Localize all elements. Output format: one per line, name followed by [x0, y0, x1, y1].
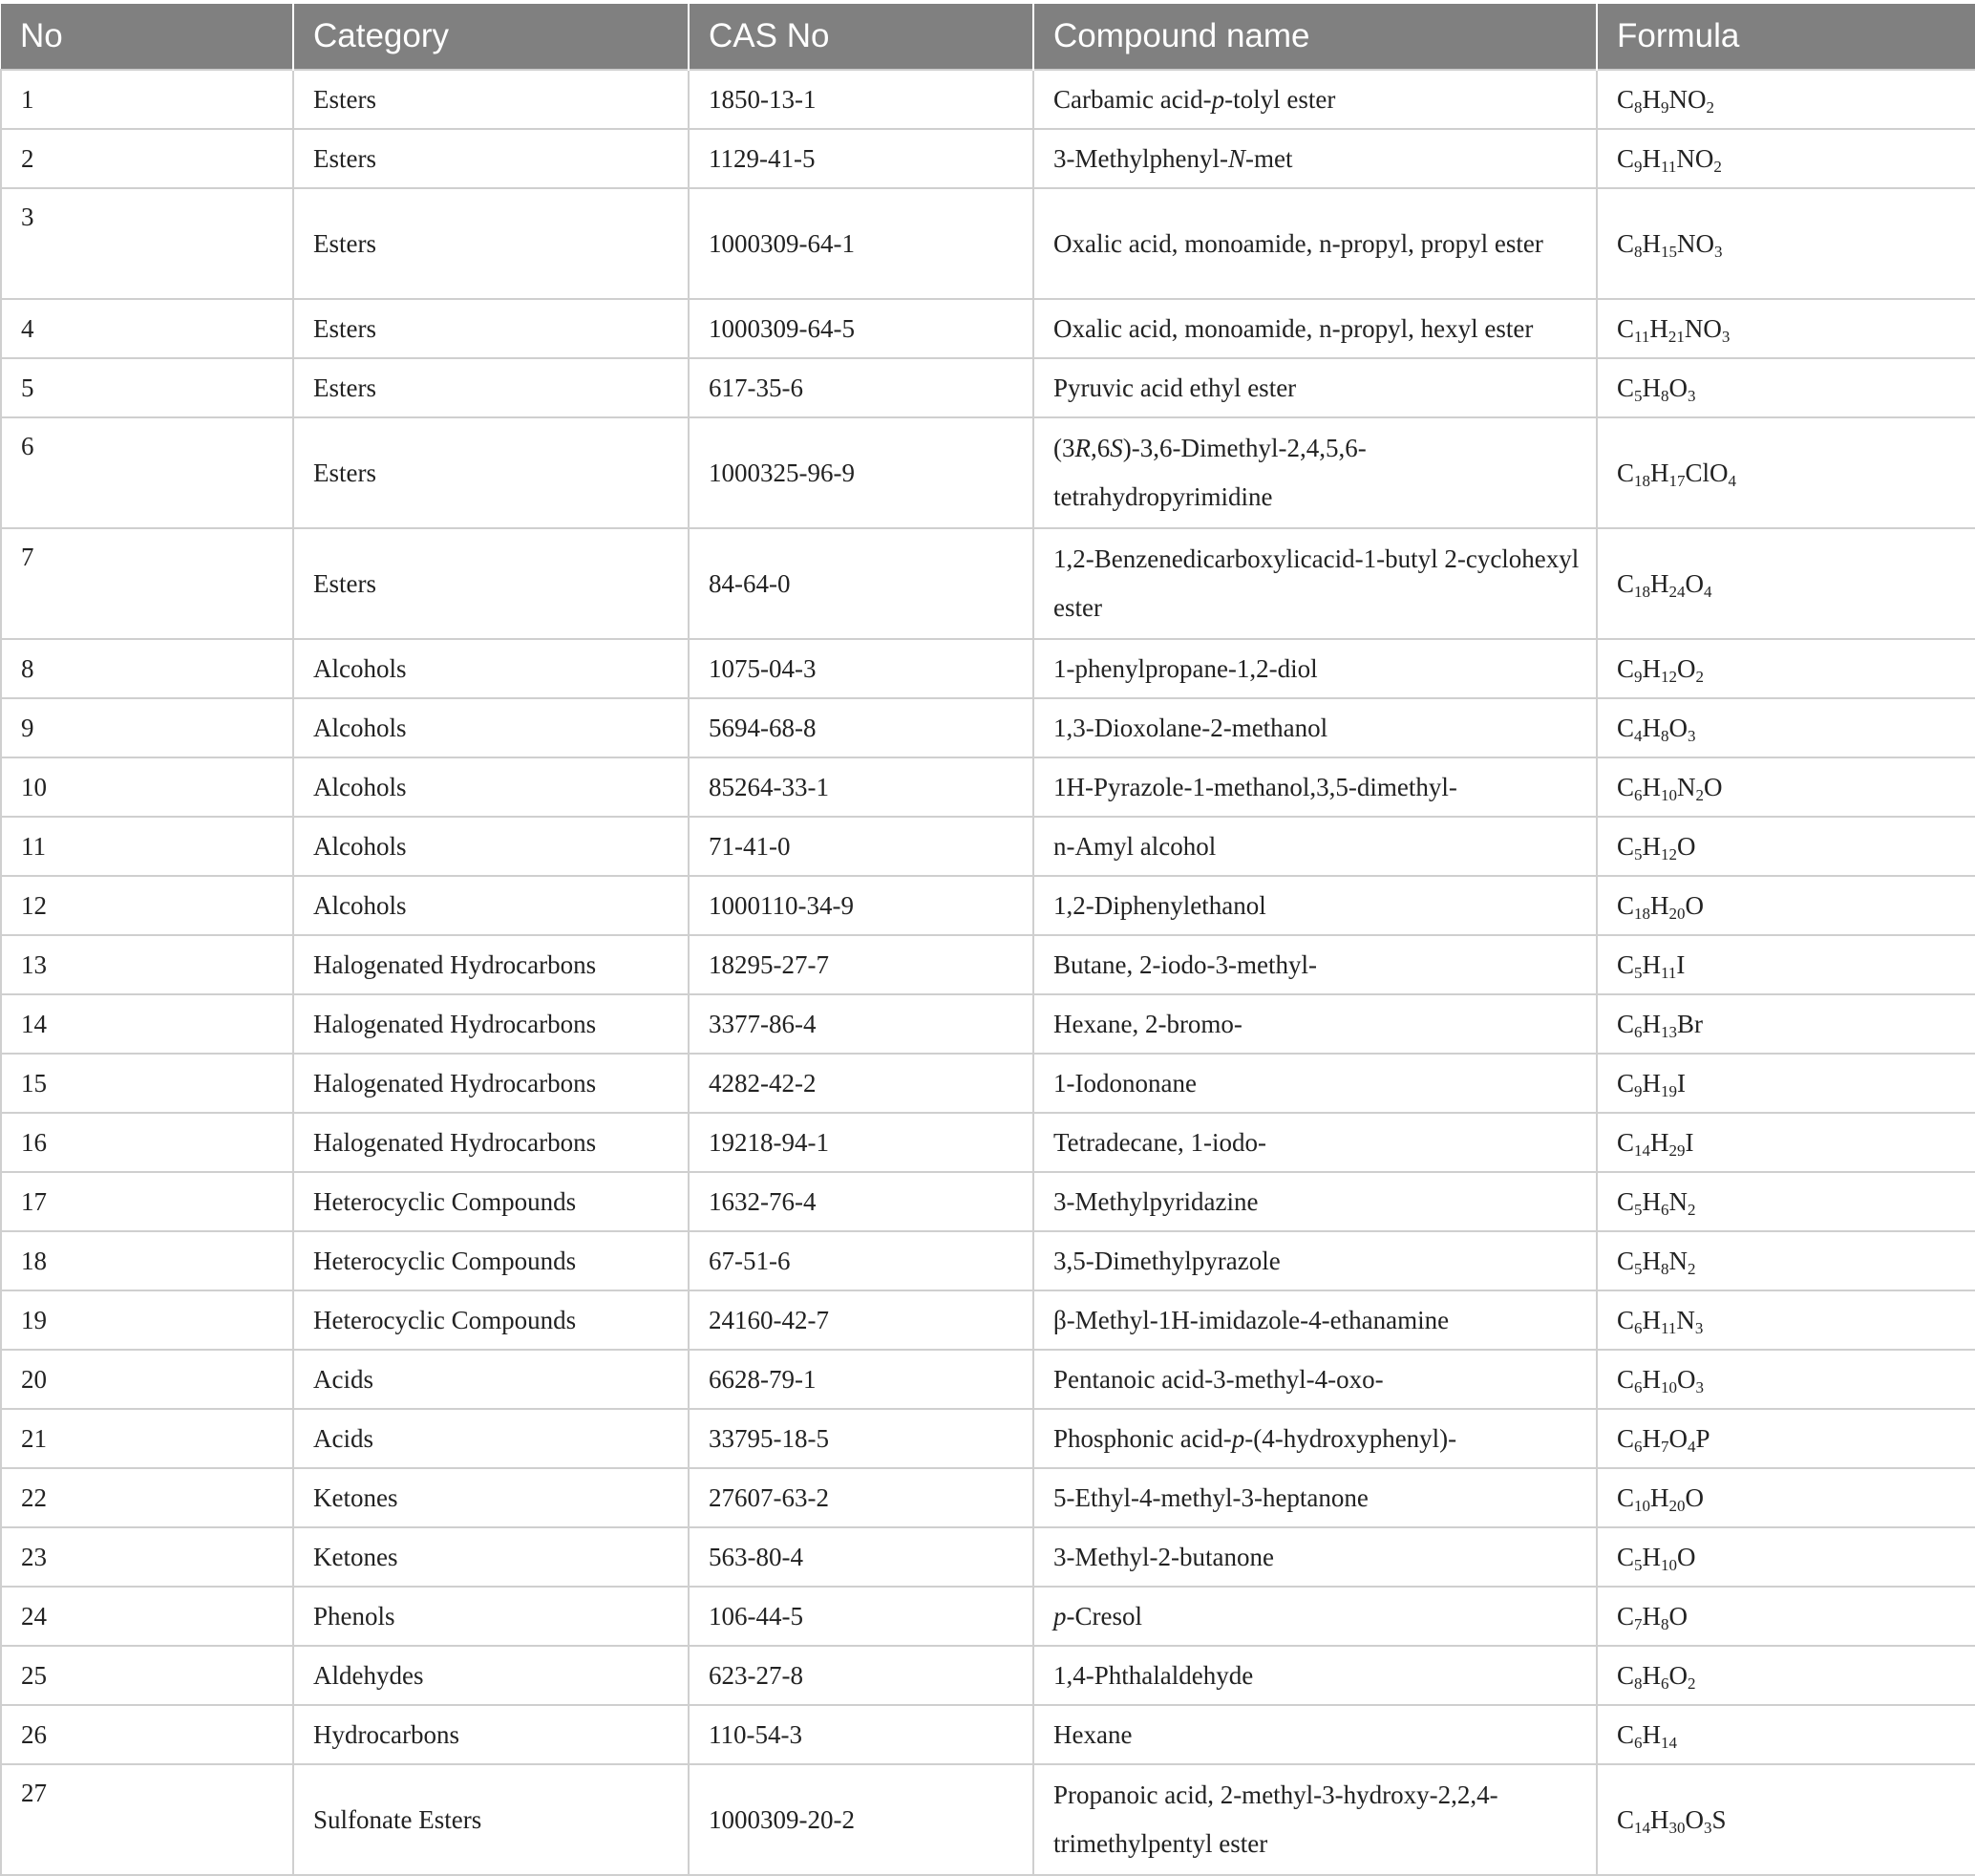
- table-row: [1, 876, 1975, 935]
- column-header-compound-name: Compound name: [1033, 4, 1597, 70]
- cell-compound-name: Tetradecane, 1-iodo-: [1033, 1113, 1597, 1172]
- cell-compound-name: 1,2-Benzenedicarboxylicacid-1-butyl 2-cyclohexyl ester: [1033, 528, 1597, 639]
- cell-formula: $C_{14}H_{30}O_3S$: [1597, 1764, 1975, 1875]
- cell-no: 22: [1, 1468, 293, 1527]
- table-row: [1, 129, 1975, 188]
- cell-formula: $C_5H_6N_2$: [1597, 1172, 1975, 1231]
- column-header-cas-no: CAS No: [689, 4, 1033, 70]
- table-row: [1, 935, 1975, 994]
- cell-category: Phenols: [293, 1587, 689, 1646]
- cell-category: Esters: [293, 299, 689, 358]
- table-row: [1, 1764, 1975, 1875]
- cell-formula: $C_{10}H_{20}O$: [1597, 1468, 1975, 1527]
- cell-no: 20: [1, 1350, 293, 1409]
- cell-category: Halogenated Hydrocarbons: [293, 1113, 689, 1172]
- cell-no: 3: [1, 188, 293, 299]
- compound-table-container: [0, 4, 1975, 1876]
- cell-category: Hydrocarbons: [293, 1705, 689, 1764]
- cell-category: Heterocyclic Compounds: [293, 1290, 689, 1350]
- table-header: [1, 4, 1975, 70]
- table-row: [1, 757, 1975, 817]
- cell-formula: $C_6H_{13}Br$: [1597, 994, 1975, 1054]
- cell-formula: $C_9H_{12}O_2$: [1597, 639, 1975, 698]
- table-row: [1, 1468, 1975, 1527]
- cell-compound-name: 1,4-Phthalaldehyde: [1033, 1646, 1597, 1705]
- cell-formula: $C_6H_7O_4P$: [1597, 1409, 1975, 1468]
- cell-cas-no: 1632-76-4: [689, 1172, 1033, 1231]
- cell-formula: $C_7H_8O$: [1597, 1587, 1975, 1646]
- column-header-no: No: [1, 4, 293, 70]
- cell-formula: $C_{18}H_{24}O_4$: [1597, 528, 1975, 639]
- cell-cas-no: 3377-86-4: [689, 994, 1033, 1054]
- cell-compound-name: Pyruvic acid ethyl ester: [1033, 358, 1597, 417]
- table-row: [1, 1350, 1975, 1409]
- cell-cas-no: 623-27-8: [689, 1646, 1033, 1705]
- cell-formula: $C_8H_6O_2$: [1597, 1646, 1975, 1705]
- table-row: [1, 639, 1975, 698]
- cell-formula: $C_6H_{11}N_3$: [1597, 1290, 1975, 1350]
- cell-no: 21: [1, 1409, 293, 1468]
- cell-no: 15: [1, 1054, 293, 1113]
- cell-category: Esters: [293, 528, 689, 639]
- cell-category: Ketones: [293, 1527, 689, 1587]
- table-row: [1, 994, 1975, 1054]
- table-row: [1, 528, 1975, 639]
- cell-formula: $C_{11}H_{21}NO_3$: [1597, 299, 1975, 358]
- cell-cas-no: 617-35-6: [689, 358, 1033, 417]
- cell-formula: $C_9H_{11}NO_2$: [1597, 129, 1975, 188]
- cell-formula: $C_6H_{10}O_3$: [1597, 1350, 1975, 1409]
- table-row: [1, 1231, 1975, 1290]
- cell-compound-name: 5-Ethyl-4-methyl-3-heptanone: [1033, 1468, 1597, 1527]
- cell-category: Acids: [293, 1409, 689, 1468]
- table-row: [1, 1113, 1975, 1172]
- cell-cas-no: 1075-04-3: [689, 639, 1033, 698]
- cell-compound-name: Pentanoic acid-3-methyl-4-oxo-: [1033, 1350, 1597, 1409]
- cell-formula: $C_8H_9NO_2$: [1597, 70, 1975, 129]
- cell-compound-name: Butane, 2-iodo-3-methyl-: [1033, 935, 1597, 994]
- cell-compound-name: Oxalic acid, monoamide, n-propyl, propyl ester: [1033, 188, 1597, 299]
- cell-compound-name: Hexane: [1033, 1705, 1597, 1764]
- cell-cas-no: 1000309-20-2: [689, 1764, 1033, 1875]
- cell-category: Halogenated Hydrocarbons: [293, 935, 689, 994]
- table-row: [1, 1290, 1975, 1350]
- cell-compound-name: 3-Methylpyridazine: [1033, 1172, 1597, 1231]
- table-row: [1, 70, 1975, 129]
- table-row: [1, 698, 1975, 757]
- cell-formula: $C_6H_{10}N_2O$: [1597, 757, 1975, 817]
- table-row: [1, 1172, 1975, 1231]
- cell-category: Halogenated Hydrocarbons: [293, 1054, 689, 1113]
- table-body: [1, 70, 1975, 1875]
- cell-formula: $C_5H_8N_2$: [1597, 1231, 1975, 1290]
- cell-formula: $C_9H_{19}I$: [1597, 1054, 1975, 1113]
- cell-compound-name: 1-Iodononane: [1033, 1054, 1597, 1113]
- cell-cas-no: 1000309-64-5: [689, 299, 1033, 358]
- cell-compound-name: 3,5-Dimethylpyrazole: [1033, 1231, 1597, 1290]
- cell-no: 5: [1, 358, 293, 417]
- cell-formula: $C_5H_8O_3$: [1597, 358, 1975, 417]
- table-row: [1, 1587, 1975, 1646]
- cell-formula: $C_{18}H_{20}O$: [1597, 876, 1975, 935]
- cell-category: Halogenated Hydrocarbons: [293, 994, 689, 1054]
- cell-category: Esters: [293, 358, 689, 417]
- table-row: [1, 417, 1975, 528]
- cell-cas-no: 18295-27-7: [689, 935, 1033, 994]
- column-header-formula: Formula: [1597, 4, 1975, 70]
- table-row: [1, 1646, 1975, 1705]
- cell-compound-name: 1,3-Dioxolane-2-methanol: [1033, 698, 1597, 757]
- cell-compound-name: 3-Methylphenyl-N-met: [1033, 129, 1597, 188]
- cell-category: Alcohols: [293, 639, 689, 698]
- table-row: [1, 188, 1975, 299]
- cell-compound-name: 3-Methyl-2-butanone: [1033, 1527, 1597, 1587]
- cell-compound-name: Carbamic acid-p-tolyl ester: [1033, 70, 1597, 129]
- cell-cas-no: 33795-18-5: [689, 1409, 1033, 1468]
- cell-formula: $C_4H_8O_3$: [1597, 698, 1975, 757]
- header-row: [1, 4, 1975, 70]
- cell-cas-no: 1000309-64-1: [689, 188, 1033, 299]
- cell-formula: $C_6H_{14}$: [1597, 1705, 1975, 1764]
- cell-category: Alcohols: [293, 757, 689, 817]
- cell-no: 23: [1, 1527, 293, 1587]
- cell-cas-no: 4282-42-2: [689, 1054, 1033, 1113]
- cell-category: Esters: [293, 129, 689, 188]
- cell-formula: $C_{18}H_{17}ClO_4$: [1597, 417, 1975, 528]
- cell-no: 4: [1, 299, 293, 358]
- cell-cas-no: 5694-68-8: [689, 698, 1033, 757]
- cell-no: 27: [1, 1764, 293, 1875]
- cell-compound-name: Oxalic acid, monoamide, n-propyl, hexyl ester: [1033, 299, 1597, 358]
- table-row: [1, 1409, 1975, 1468]
- cell-formula: $C_8H_{15}NO_3$: [1597, 188, 1975, 299]
- cell-compound-name: p-Cresol: [1033, 1587, 1597, 1646]
- cell-compound-name: β-Methyl-1H-imidazole-4-ethanamine: [1033, 1290, 1597, 1350]
- cell-no: 26: [1, 1705, 293, 1764]
- cell-formula: $C_5H_{11}I$: [1597, 935, 1975, 994]
- table-row: [1, 1705, 1975, 1764]
- cell-cas-no: 84-64-0: [689, 528, 1033, 639]
- cell-no: 19: [1, 1290, 293, 1350]
- cell-cas-no: 1850-13-1: [689, 70, 1033, 129]
- cell-compound-name: 1-phenylpropane-1,2-diol: [1033, 639, 1597, 698]
- cell-no: 1: [1, 70, 293, 129]
- cell-cas-no: 110-54-3: [689, 1705, 1033, 1764]
- table-row: [1, 817, 1975, 876]
- cell-cas-no: 563-80-4: [689, 1527, 1033, 1587]
- cell-compound-name: n-Amyl alcohol: [1033, 817, 1597, 876]
- cell-category: Esters: [293, 188, 689, 299]
- column-header-category: Category: [293, 4, 689, 70]
- compound-table: [0, 4, 1975, 1876]
- cell-no: 18: [1, 1231, 293, 1290]
- cell-no: 25: [1, 1646, 293, 1705]
- cell-category: Heterocyclic Compounds: [293, 1231, 689, 1290]
- cell-category: Esters: [293, 70, 689, 129]
- cell-no: 2: [1, 129, 293, 188]
- cell-no: 10: [1, 757, 293, 817]
- cell-cas-no: 24160-42-7: [689, 1290, 1033, 1350]
- cell-category: Alcohols: [293, 698, 689, 757]
- cell-cas-no: 71-41-0: [689, 817, 1033, 876]
- cell-no: 6: [1, 417, 293, 528]
- cell-category: Acids: [293, 1350, 689, 1409]
- cell-category: Esters: [293, 417, 689, 528]
- cell-category: Aldehydes: [293, 1646, 689, 1705]
- cell-compound-name: Phosphonic acid-p-(4-hydroxyphenyl)-: [1033, 1409, 1597, 1468]
- cell-category: Alcohols: [293, 876, 689, 935]
- cell-category: Heterocyclic Compounds: [293, 1172, 689, 1231]
- cell-cas-no: 67-51-6: [689, 1231, 1033, 1290]
- cell-no: 12: [1, 876, 293, 935]
- cell-cas-no: 1129-41-5: [689, 129, 1033, 188]
- cell-category: Ketones: [293, 1468, 689, 1527]
- cell-no: 24: [1, 1587, 293, 1646]
- cell-compound-name: 1,2-Diphenylethanol: [1033, 876, 1597, 935]
- cell-cas-no: 1000110-34-9: [689, 876, 1033, 935]
- cell-cas-no: 6628-79-1: [689, 1350, 1033, 1409]
- cell-category: Alcohols: [293, 817, 689, 876]
- cell-cas-no: 19218-94-1: [689, 1113, 1033, 1172]
- cell-compound-name: Hexane, 2-bromo-: [1033, 994, 1597, 1054]
- cell-compound-name: Propanoic acid, 2-methyl-3-hydroxy-2,2,4-trimethylpentyl ester: [1033, 1764, 1597, 1875]
- cell-no: 13: [1, 935, 293, 994]
- table-row: [1, 1527, 1975, 1587]
- cell-cas-no: 85264-33-1: [689, 757, 1033, 817]
- cell-no: 17: [1, 1172, 293, 1231]
- cell-no: 14: [1, 994, 293, 1054]
- cell-compound-name: (3R,6S)-3,6-Dimethyl-2,4,5,6-tetrahydropyrimidine: [1033, 417, 1597, 528]
- cell-no: 7: [1, 528, 293, 639]
- table-row: [1, 299, 1975, 358]
- cell-no: 9: [1, 698, 293, 757]
- cell-formula: $C_5H_{10}O$: [1597, 1527, 1975, 1587]
- cell-no: 11: [1, 817, 293, 876]
- cell-cas-no: 27607-63-2: [689, 1468, 1033, 1527]
- table-row: [1, 1054, 1975, 1113]
- cell-compound-name: 1H-Pyrazole-1-methanol,3,5-dimethyl-: [1033, 757, 1597, 817]
- cell-category: Sulfonate Esters: [293, 1764, 689, 1875]
- cell-no: 16: [1, 1113, 293, 1172]
- cell-formula: $C_5H_{12}O$: [1597, 817, 1975, 876]
- table-row: [1, 358, 1975, 417]
- cell-formula: $C_{14}H_{29}I$: [1597, 1113, 1975, 1172]
- cell-cas-no: 106-44-5: [689, 1587, 1033, 1646]
- cell-no: 8: [1, 639, 293, 698]
- cell-cas-no: 1000325-96-9: [689, 417, 1033, 528]
